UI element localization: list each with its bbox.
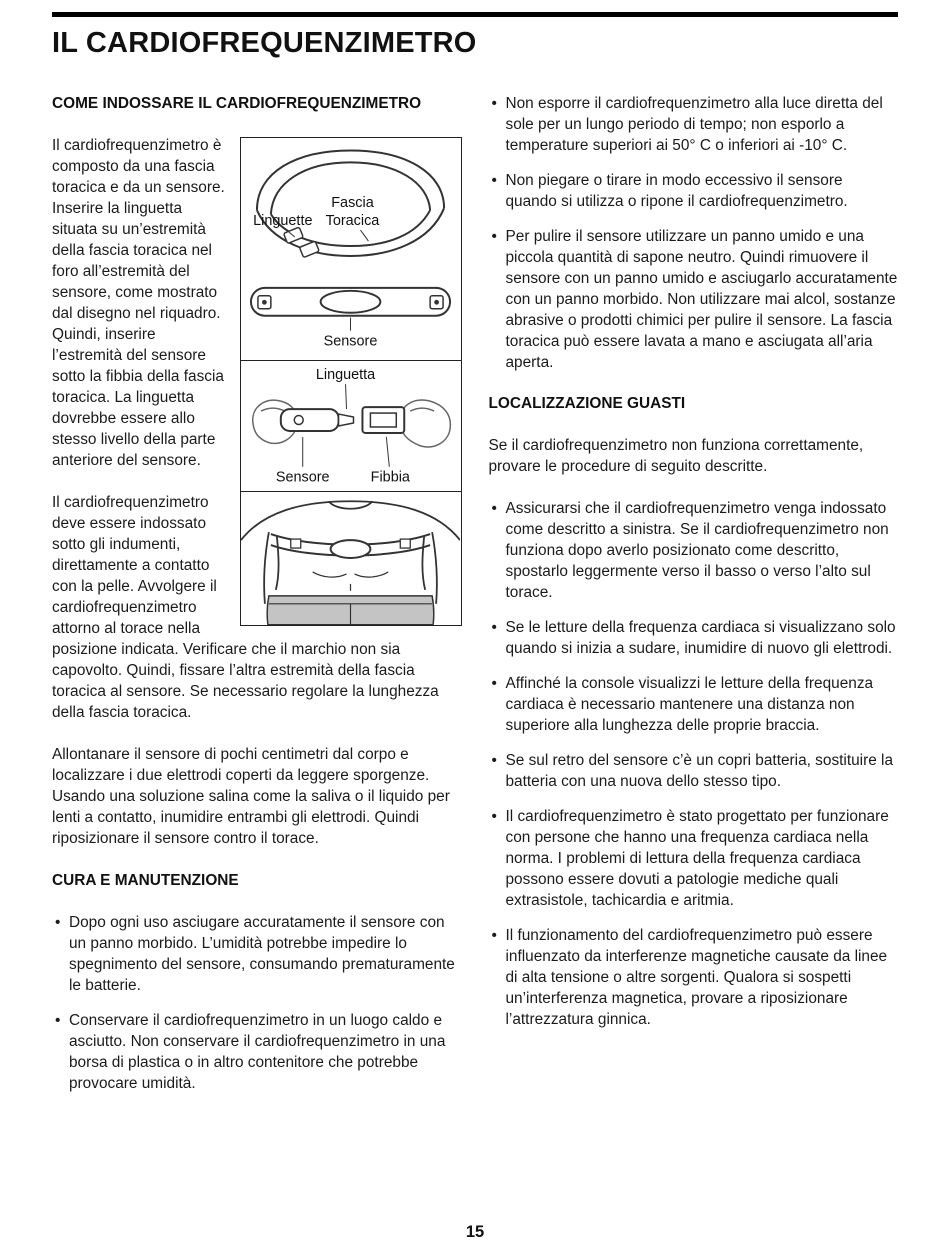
figure-panel-strap <box>241 138 461 360</box>
bullet-text: Non esporre il cardiofrequenzimetro alla luce diretta del sole per un lungo periodo di tempo; non esporlo a temperature superiori ai 50° C o inferiori ai -10° C. <box>505 95 883 154</box>
bullet-text: Assicurarsi che il cardiofrequenzimetro venga indossato come descritto a sinistra. Se il cardiofrequenzimetro non funziona dopo averlo posizionato come descritto, spostarlo leggermente verso il basso o verso l’alto sul torace. <box>505 500 889 601</box>
para-electrodes: Allontanare il sensore di pochi centimetri dal corpo e localizzare i due elettrodi coperti da leggere sporgenze. Usando una soluzione salina come la saliva o il liquido per lenti a contatto, inumidire entrambi gli elettrodi. Quindi riposizionare il sensore contro il torace. <box>52 746 450 847</box>
leader-fibbia <box>386 437 389 467</box>
precaution-bullet-list <box>489 93 899 373</box>
figure-label-linguette: Linguette <box>252 213 312 230</box>
para-wearing: Il cardiofrequenzimetro deve essere indossato sotto gli indumenti, direttamente a contatto con la pelle. Avvolgere il cardiofrequenzimetro attorno al torace nella posizione indicata. Verificare che il marchio non sia capovolto. Quindi, fissare l’altra estremità della fascia toracica al sensore. Se necessario regolare la lunghezza della fascia toracica. <box>52 494 439 721</box>
bullet-text: Affinché la console visualizzi le letture della frequenza cardiaca è necessario mantenere una distanza non superiore alla lunghezza delle proprie braccia. <box>505 675 874 734</box>
bullet-item <box>52 912 462 996</box>
figure-label-fascia: Fascia <box>330 195 374 212</box>
title-rule <box>52 12 898 17</box>
bullet-text: Se le letture della frequenza cardiaca si visualizzano solo quando si inizia a sudare, inumidire di nuovo gli elettrodi. <box>505 619 896 657</box>
bullet-item <box>489 498 899 603</box>
bullet-text: Per pulire il sensore utilizzare un panno umido e una piccola quantità di sapone neutro. Quindi rimuovere il sensore con un panno umido e asciugarlo accuratamente con un panno morbido. Non utilizzare mai alcol, sostanze abrasive o prodotti chimici per pulire il sensore. La fascia toracica può essere lavata a mano e asciugata all’aria aperta. <box>505 228 898 371</box>
figure-label-sensore: Sensore <box>323 333 377 350</box>
sensor-end-drawing <box>280 409 353 431</box>
para-trouble-intro: Se il cardiofrequenzimetro non funziona correttamente, provare le procedure di seguito descritte. <box>488 437 864 475</box>
leader-toracica <box>360 230 368 241</box>
bullet-item <box>489 170 899 212</box>
bullet-text: Dopo ogni uso asciugare accuratamente il sensore con un panno morbido. L’umidità potrebbe impedire lo spegnimento del sensore, consumando prematuramente le batterie. <box>69 914 455 994</box>
para-composition: Il cardiofrequenzimetro è composto da una fascia toracica e da un sensore. Inserire la linguetta situata su un’estremità della fascia toracica nel foro all’estremità del sensore, come mostrato dal disegno nel riquadro. Quindi, inserire l’estremità del sensore sotto la fibbia della fascia toracica. La linguetta dovrebbe essere allo stesso livello della parte anteriore del sensore. <box>52 137 225 469</box>
figure-label-fibbia: Fibbia <box>370 469 410 486</box>
bullet-item <box>489 617 899 659</box>
figure-heart-rate-monitor <box>240 137 462 626</box>
content-columns <box>52 93 898 1108</box>
figure-panel-torso <box>241 491 461 625</box>
care-bullet-list <box>52 912 462 1094</box>
bullet-text: Conservare il cardiofrequenzimetro in un luogo caldo e asciutto. Non conservare il cardiofrequenzimetro in una borsa di plastica o in altro contenitore che potrebbe provocare umidità. <box>69 1012 446 1092</box>
heading-come-indossare: COME INDOSSARE IL CARDIOFREQUENZIMETRO <box>52 95 422 112</box>
left-column <box>52 93 462 1108</box>
leader-linguetta <box>345 384 346 409</box>
bullet-text: Il cardiofrequenzimetro è stato progettato per funzionare con persone che hanno una frequenza cardiaca nella norma. I problemi di lettura della frequenza cardiaca possono essere dovuti a patologie mediche quali extrasistole, tachicardia e aritmia. <box>505 808 889 909</box>
page-title: IL CARDIOFREQUENZIMETRO <box>52 27 477 59</box>
bullet-item <box>489 226 899 373</box>
bullet-item <box>489 925 899 1030</box>
heading-localizzazione-guasti: LOCALIZZAZIONE GUASTI <box>488 395 686 412</box>
shorts-drawing <box>267 596 434 625</box>
bullet-item <box>489 806 899 911</box>
heading-cura-manutenzione: CURA E MANUTENZIONE <box>52 872 239 889</box>
bullet-item <box>489 93 899 156</box>
trouble-bullet-list <box>489 498 899 1030</box>
bullet-item <box>489 750 899 792</box>
right-column <box>489 93 899 1108</box>
chest-strap-drawing <box>241 138 460 360</box>
bullet-text: Il funzionamento del cardiofrequenzimetro può essere influenzato da interferenze magnetiche causate da linee di alta tensione o altre sorgenti. Qualora si sospetti un’interferenza magnetica, provare a riposizionare l’attrezzatura ginnica. <box>505 927 888 1028</box>
figure-label-sensore-mid: Sensore <box>275 469 330 486</box>
torso-drawing <box>241 492 460 625</box>
bullet-text: Se sul retro del sensore c’è un copri batteria, sostituire la batteria con una nuova dello stesso tipo. <box>505 752 894 790</box>
bullet-item <box>489 673 899 736</box>
bullet-text: Non piegare o tirare in modo eccessivo il sensore quando si utilizza o ripone il cardiofrequenzimetro. <box>505 172 848 210</box>
insert-tab-drawing <box>241 361 460 491</box>
figure-panel-insert <box>241 360 461 491</box>
sensor-bar-drawing <box>250 288 449 316</box>
figure-label-linguetta: Linguetta <box>315 367 375 384</box>
worn-strap-drawing <box>270 534 429 558</box>
buckle-drawing <box>362 407 404 433</box>
figure-label-toracica: Toracica <box>325 213 379 230</box>
page-number: 15 <box>465 1223 485 1241</box>
bullet-item <box>52 1010 462 1094</box>
